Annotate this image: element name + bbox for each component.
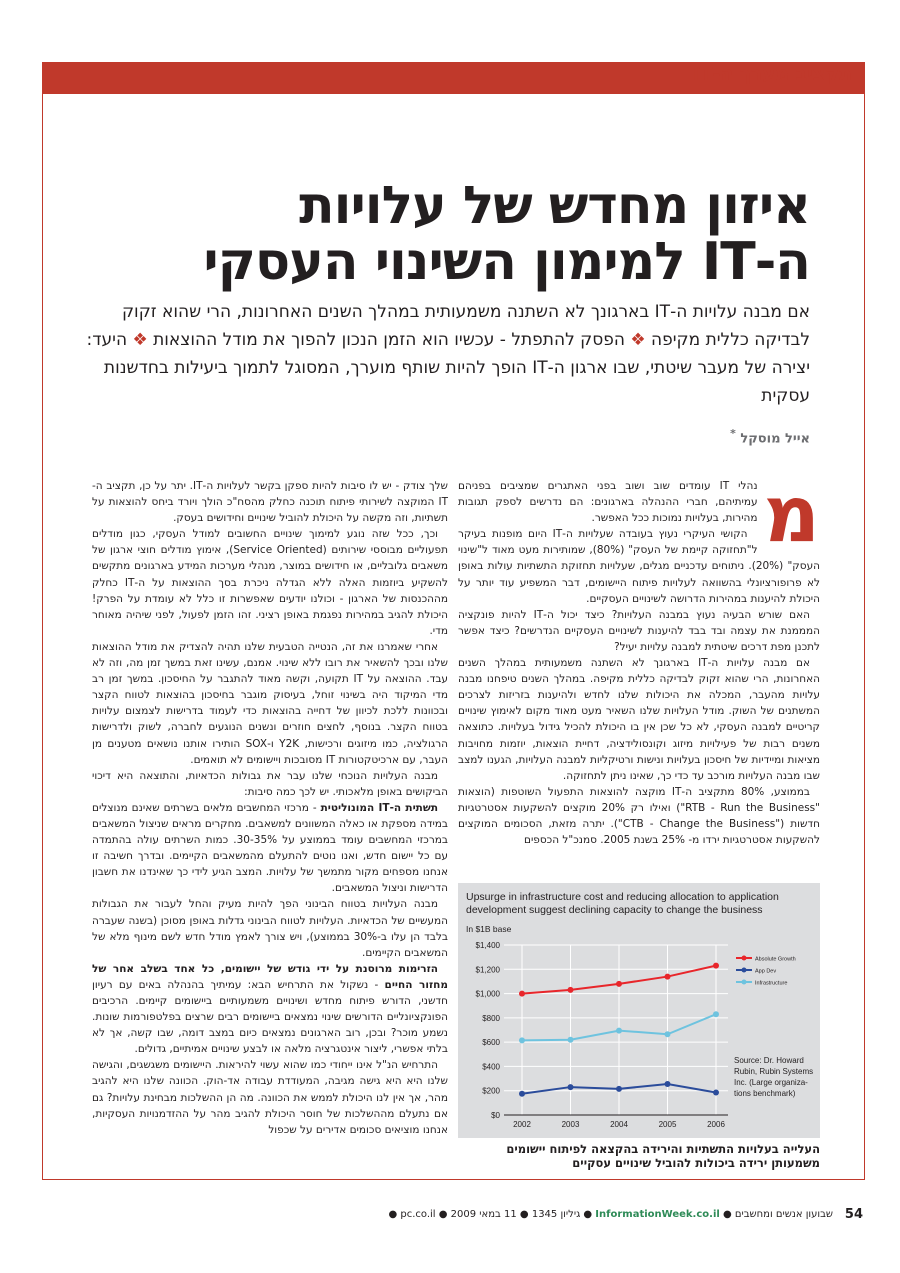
page-number: 54: [844, 1207, 863, 1222]
paragraph: שלך צודק - יש לו סיבות להיות ספקן בקשר לעלויות ה-IT. יתר על כן, תקציב ה-IT המוקצה לשירותי פיתוח תוכנה כחלק מהסח"כ הולך ויורד ביחס להוצאות על תשתיות, וזה מקשה על היכולת להוביל שינויים וחידושים בעסק.: [92, 480, 448, 525]
data-point: [713, 963, 719, 969]
deck-part-3: היעד: יצירה של מעבר שיטתי, שבו ארגון ה-IT הופך להיות שותף מוערך, המסוגל לתמוך ביעילות בחדשנות עסקית: [86, 330, 810, 406]
x-tick-label: 2003: [561, 1120, 580, 1129]
paragraph: אחרי שאמרנו את זה, הנטייה הטבעית שלנו תהיה להצדיק את מודל ההוצאות שלנו ובכך להשאיר את רובו ללא שינוי. אמנם, עשינו זאת במשך זמן מה, וזה לא עבד. ההוצאה על IT תקועה, וקשה מאוד להתגבר על החיסכון. במשך זמן רב מדי המיקוד היה בשינוי זוחל, בעיסוק מוגבר בחיסכון בהוצאות לטווח הקצר ובכוונות ללכת לכיוון של דחייה בהוצאות כדי לעמוד בדרישות לצמצום עלויות בטווח הקצר. בנוסף, לחצים חוזרים ונשנים הנוגעים לחברה, לשוק ולדרישות הרגולציה, כמו מיזוגים ורכישות, Y2K ו-SOX הותירו אותנו נושאים מטענים מן העבר, עם ארכיטקטורות IT מסובכות ויישומים לא תואמים.: [92, 640, 448, 766]
deck-part-1: אם מבנה עלויות ה-IT בארגונך לא השתנה משמעותית במהלך השנים האחרונות, הרי שהוא זקוק לבדיקה כללית מקיפה: [122, 302, 810, 350]
x-tick-label: 2005: [658, 1120, 677, 1129]
subhead: הזרימות מרוסנת על ידי גודש של יישומים, כל אחד בשלב אחר של מחזור החיים: [92, 962, 448, 991]
headline-line-2: ה-IT למימון השינוי העסקי: [203, 232, 810, 292]
bullet-icon: ●: [519, 1209, 529, 1220]
y-tick-label: $1,400: [475, 941, 500, 950]
chart-panel: [458, 883, 820, 1138]
chart-source-line: tions benchmark): [734, 1089, 796, 1098]
data-point: [713, 1090, 719, 1096]
bullet-icon: ●: [388, 1209, 398, 1220]
footer-text: [388, 1209, 833, 1220]
x-tick-label: 2006: [707, 1120, 725, 1129]
y-tick-label: $0: [491, 1111, 500, 1120]
legend-marker: [742, 980, 747, 985]
paragraph: בממוצע, 80% מתקציב ה-IT מוקצה להוצאות התפעול השוטפות (הוצאות "RTB - Run the Business") ואילו רק 20% מוקצים להשקעות אסטרטגיות חדשות ("CTB - Change the Business"). יתרה מזאת, הסכומים המוקצים להשקעות אסטרטגיות ירדו מ- 25% בשנת 2005. סמנכ"ל הכספים: [458, 785, 820, 847]
headline-line-1: איזון מחדש של עלויות: [299, 176, 810, 236]
paragraph: נהלי IT עומדים שוב ושוב בפני האתגרים שמציבים בפניהם עמיתיהם, חברי ההנהלה בארגונים: הם נדרשים לספק תגובות מהירות, בעלויות נמוכות ככל האפשר.: [458, 480, 758, 525]
footer-site: pc.co.il: [400, 1209, 436, 1220]
headline: [60, 178, 810, 290]
data-point: [665, 1031, 671, 1037]
chart-source-line: Rubin, Rubin Systems: [734, 1067, 814, 1076]
author-footnote-mark: *: [730, 427, 736, 440]
paragraph: מבנה העלויות בטווח הבינוני הפך להיות מעיק והחל לעבור את הגבולות המעשיים של הכדאיות. העלויות לטווח הבינוני גדלות באופן מסוכן (בשנה שעברה בלבד הן עלו ב-30% בממוצע), ויש צורך לאמץ מודל חדש לשם מינוף מלא של המשאבים הקיימים.: [92, 898, 448, 959]
data-point: [616, 981, 622, 987]
bullet-icon: ●: [438, 1209, 448, 1220]
bullet-icon: ❖: [630, 330, 646, 350]
chart-title-line-1: Upsurge in infrastructure cost and reducing allocation to application: [466, 891, 779, 903]
data-point: [568, 1084, 574, 1090]
chart-source-line: Inc. (Large organiza-: [734, 1078, 808, 1087]
paragraph: האם שורש הבעיה נעוץ במבנה העלויות? כיצד יכול ה-IT להיות פונקציה המממנת את עצמה ובד בבד להיענות לשינויים העסקיים הנדרשים? כיצד אפשר לתכנן מפת דרכים שיטתית למבנה עלויות יעיל?: [458, 608, 820, 653]
footer-publication: שבועון אנשים ומחשבים: [734, 1209, 833, 1220]
section-title: תקציב מערך ה-IT: [692, 63, 852, 85]
data-point: [519, 1091, 525, 1097]
footer-date: 11 במאי 2009: [450, 1209, 517, 1220]
subhead: תשתית ה-IT המונוליטית: [320, 801, 438, 814]
x-tick-label: 2002: [513, 1120, 531, 1129]
page-footer: [42, 1207, 863, 1227]
chart-unit-label: In $1B base: [466, 924, 512, 934]
bullet-icon: ●: [722, 1209, 732, 1220]
deck-part-2: הפסק להתפתל - עכשיו הוא הזמן הנכון להפוך את מודל ההוצאות: [153, 330, 625, 350]
line-chart: [458, 883, 820, 1138]
data-point: [713, 1011, 719, 1017]
drop-cap: מ: [763, 470, 820, 560]
bullet-icon: ❖: [132, 330, 148, 350]
legend-marker: [742, 956, 747, 961]
y-tick-label: $800: [482, 1013, 500, 1023]
byline: [730, 427, 810, 446]
data-point: [665, 974, 671, 980]
data-point: [568, 1037, 574, 1043]
paragraph: הקושי העיקרי נעוץ בעובדה שעלויות ה-IT היום מופנות בעיקר ל"תחזוקה קיימת של העסק" (80%), שמותירות מעט מאוד ל"שינוי העסק" (20%). ניתוחים עדכניים מגלים, שעלויות תחזוקת התשתיות עולות באופן לא פרופורציונלי בהשוואה לעלויות פיתוח היישומים, דבר המשפיע עוד יותר על היכולת להיענות במהירות הדרושה לשינויים העסקיים.: [458, 528, 820, 605]
data-point: [519, 1037, 525, 1043]
data-point: [616, 1028, 622, 1034]
legend-label: Absolute Growth: [755, 956, 796, 963]
author-name: אייל מוסקל: [740, 431, 810, 447]
data-point: [616, 1086, 622, 1092]
paragraph: וכך, ככל שזה נוגע למימוך שינויים החשובים למודל העסקי, כגון מודלים תפעוליים מבוססי שירותים (Service Oriented), אימוץ מודלים חוצי ארגון של משאבים גלובליים, או חידושים במוצר, מנהלי מערכות המידע בארגונים מתקשים להשקיע ביוזמות האלה ללא הגדלה ניכרת בסך ההוצאות על ה-IT כחלק מההכנסות של הארגון - וכולנו יודעים שאפשרות זו כלל לא עומדת על הפרק! היכולת להגיב במהירות נפגמת באופן רציני. זהו הזמן לפעול, לפני שיהיה מאוחר מדי.: [92, 528, 448, 637]
chart-source-line: Source: Dr. Howard: [734, 1056, 804, 1065]
paragraph: הזרימות מרוסנת על ידי גודש של יישומים, כל אחד בשלב אחר של מחזור החיים - נשקול את התרחיש הבא: עמיתיך בהנהלה באים עם רעיון חדשני, הדורש פיתוח מחדש ושינויים משמעותיים ביישומים קיימים. הרכיבים הפונקציונליים הדורשים שינוי נמצאים ביישומים רבים שרצים בפלטפורמות שונות. נשמע מוכר? ובכן, רוב הארגונים נמצאים כיום במצב דומה, שבו קשה, אך לא בלתי אפשרי, ליצור אינטגרציה מלאה או לבצע שינויים אמיתיים, גדולים.: [92, 962, 448, 1056]
y-tick-label: $200: [482, 1086, 500, 1096]
chart-caption: העלייה בעלויות התשתיות והירידה בהקצאה לפיתוח יישומים משמעותן ירידה ביכולות להוביל שינויים עסקיים: [506, 1142, 820, 1170]
x-tick-label: 2004: [610, 1120, 628, 1129]
article-column-right: [458, 470, 820, 848]
paragraph: תשתית ה-IT המונוליטית - מרכזי המחשבים מלאים בשרתים שאינם מנוצלים במידה מספקת או כאלה המשוונים למשאבים. מחקרים מראים שניצול המשאבים במרכזי המחשבים עומד בממוצע על 30-35%. כמות השרתים עולה בהתמדה עם כל יישום חדש, ואנו נוטים להתעלם מהמשאבים הקיימים. ובדרך חשיבה זו אנחנו מספחים מקור מתמשך של עלויות. המצב הגיע לידי כך שאינדנו את חשבון הדרישות וניצול המשאבים.: [92, 801, 448, 895]
legend-marker: [742, 968, 747, 973]
article-column-left: [92, 478, 448, 1174]
data-point: [519, 991, 525, 997]
paragraph: התרחיש הנ"ל אינו ייחודי כמו שהוא עשוי להיראות. היישומים משגשגים, והגישה שלנו היא היא גישה מגיבה, המעודדת עבודה אד-הוק. הכוונה שלנו היא להגיב מהר, אך אין לנו היכולת לממש את הכוונה. מה הן ההשלכות מבחינת עלויות? גם אם נתעלם מההשלכות של חוסר היכולת להגיב מהר על ההזדמנויות העסקיות, אנחנו מוציאים סכומים אדירים על שכפול: [92, 1059, 448, 1136]
paragraph: אם מבנה עלויות ה-IT בארגונך לא השתנה משמעותית במהלך השנים האחרונות, הרי שהוא זקוק לבדיקה כללית מקיפה. במהלך השנים טיפחנו מבנה עלויות מהעבר, המכלה את היכולות שלנו לחדש ולהיענות בזריזות לצרכים המשתנים של השוק. מודל העלויות שלנו השאיר מעט מאוד מקום לאימוץ שינויים קריטיים למבנה העסקי, לא כל שכן אין בו היכולת להכיל גידול בעלויות. כתוצאה משנים רבות של פעילויות מיזוג וקונסולידציה, דחיית הוצאות, יוזמות מחויבות מציאות ומיידיות של חיסכון בעלויות ונישות ורטיקליות למבנה העלויות, הגענו למצב שבו מבנה העלויות מורכב עד כדי כך, שאינו ניתן לתחזוקה.: [458, 657, 820, 782]
bullet-icon: ●: [583, 1209, 593, 1220]
y-tick-label: $1,000: [475, 989, 500, 999]
paragraph: מבנה העלויות הנוכחי שלנו עבר את גבולות הכדאיות, והתוצאה היא דיכוי הביקושים באופן מלאכותי. יש לכך כמה סיבות:: [92, 769, 448, 798]
legend-label: App Dev: [755, 968, 777, 975]
y-tick-label: $600: [482, 1038, 500, 1048]
y-tick-label: $1,200: [475, 965, 500, 975]
footer-issue: גיליון 1345: [531, 1209, 581, 1220]
legend-label: Infrastructure: [755, 980, 788, 987]
data-point: [665, 1081, 671, 1087]
deck: [78, 298, 810, 410]
chart-title-line-2: development suggest declining capacity to change the business: [466, 904, 763, 916]
footer-brand: InformationWeek.co.il: [595, 1209, 720, 1220]
y-tick-label: $400: [482, 1062, 500, 1072]
data-point: [568, 987, 574, 993]
